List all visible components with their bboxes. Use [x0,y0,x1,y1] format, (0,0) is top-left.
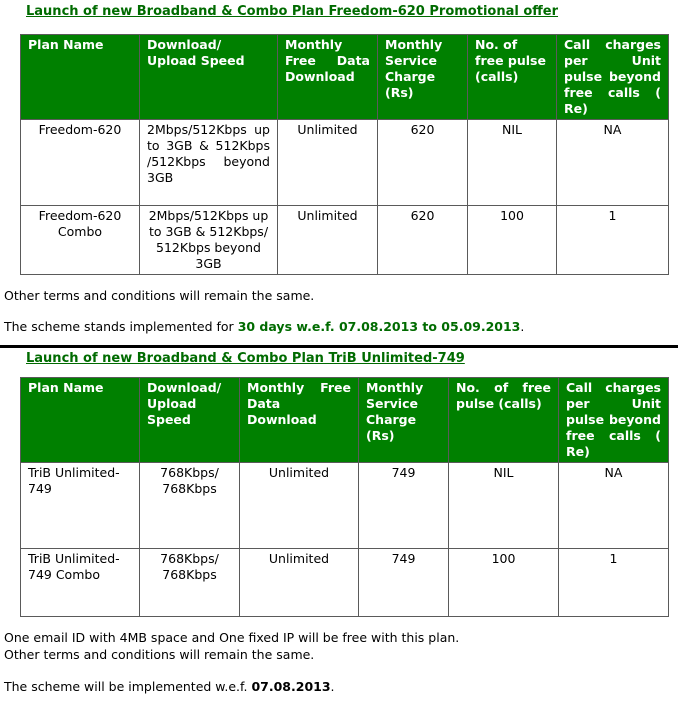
plan-name-cell: TriB Unlimited-749 Combo [21,549,140,617]
plan-name-cell: Freedom-620 [21,120,140,206]
section1-terms-note: Other terms and conditions will remain the same. [4,288,315,303]
section-divider [0,345,678,348]
scheme-prefix: The scheme stands implemented for [4,319,238,334]
free-pulse-cell: 100 [449,549,559,617]
table-row [21,206,669,275]
plan-name-cell: TriB Unlimited- 749 [21,463,140,549]
free-pulse-cell: NIL [468,120,557,206]
freedom-620-plan-table [20,34,669,275]
call-charge-cell: NA [559,463,669,549]
scheme-period: 30 days w.e.f. 07.08.2013 to 05.09.2013 [237,319,521,334]
header-plan-name: Plan Name [21,378,140,463]
free-pulse-cell: NIL [449,463,559,549]
header-service-charge: Monthly Service Charge (Rs) [378,35,468,120]
service-charge-cell: 749 [359,549,449,617]
free-data-cell: Unlimited [278,206,378,275]
section2-title: Launch of new Broadband & Combo Plan TriB Unlimited-749 [26,351,465,366]
free-pulse-cell: 100 [468,206,557,275]
header-free-data: Monthly Free Data Download [278,35,378,120]
service-charge-cell: 620 [378,206,468,275]
section1-scheme-note [4,319,524,335]
call-charge-cell: NA [557,120,669,206]
free-data-cell: Unlimited [278,120,378,206]
header-speed: Download/ Upload Speed [140,35,278,120]
scheme-prefix: The scheme will be implemented w.e.f. [4,679,252,694]
scheme-date: 07.08.2013 [251,679,331,694]
section2-terms-note: Other terms and conditions will remain the same. [4,647,315,662]
header-service-charge: Monthly Service Charge (Rs) [359,378,449,463]
header-call-charges: Call charges per Unit pulse beyond free calls ( Re) [559,378,669,463]
trib-unlimited-749-plan-table [20,377,669,617]
service-charge-cell: 749 [359,463,449,549]
scheme-suffix: . [520,319,525,334]
free-data-cell: Unlimited [240,463,359,549]
section2-email-note: One email ID with 4MB space and One fixed IP will be free with this plan. [4,630,460,645]
call-charge-cell: 1 [557,206,669,275]
section2-scheme-note [4,679,335,695]
plan-name-cell: Freedom-620 Combo [21,206,140,275]
section1-title: Launch of new Broadband & Combo Plan Freedom-620 Promotional offer [26,4,559,19]
scheme-suffix: . [330,679,335,694]
table-header-row [21,378,669,463]
header-plan-name: Plan Name [21,35,140,120]
table-row [21,120,669,206]
header-free-pulse: No. of free pulse (calls) [468,35,557,120]
speed-cell: 768Kbps/ 768Kbps [140,463,240,549]
table-header-row [21,35,669,120]
speed-cell: 768Kbps/ 768Kbps [140,549,240,617]
speed-cell: 2Mbps/512Kbps up to 3GB & 512Kbps/ 512Kbps beyond 3GB [140,206,278,275]
call-charge-cell: 1 [559,549,669,617]
table-row [21,463,669,549]
free-data-cell: Unlimited [240,549,359,617]
service-charge-cell: 620 [378,120,468,206]
header-call-charges: Call charges per Unit pulse beyond free calls ( Re) [557,35,669,120]
header-speed: Download/ Upload Speed [140,378,240,463]
table-row [21,549,669,617]
header-free-pulse: No. of free pulse (calls) [449,378,559,463]
header-free-data: Monthly Free Data Download [240,378,359,463]
speed-cell: 2Mbps/512Kbps up to 3GB & 512Kbps /512Kbps beyond 3GB [140,120,278,206]
